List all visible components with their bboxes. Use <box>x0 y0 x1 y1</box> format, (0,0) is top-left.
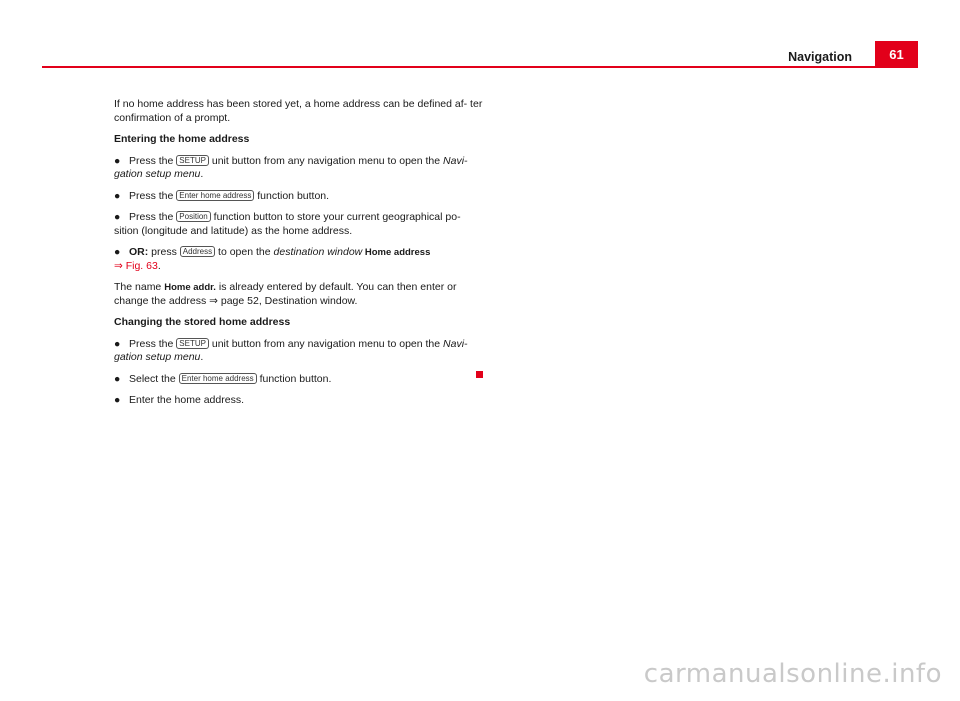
setup-key: SETUP <box>176 155 209 166</box>
entering-step-1: ● Press the SETUP unit button from any navigation menu to open the Navi- gation setup menu. <box>114 154 468 180</box>
page-number: 61 <box>875 41 918 67</box>
window-name: destination window <box>273 246 363 258</box>
step-text: to open the <box>215 246 274 258</box>
step-text: Press the <box>129 337 177 350</box>
changing-step-2 <box>114 373 484 387</box>
step-text: press <box>148 246 180 258</box>
entering-step-2 <box>114 190 484 204</box>
step-text: function button. <box>256 372 332 385</box>
section-end-icon <box>476 371 483 378</box>
bullet-icon: ● <box>114 337 121 350</box>
step-text: unit button from any navigation menu to open the <box>208 154 444 167</box>
bullet-icon: ● <box>114 154 121 167</box>
entering-heading: Entering the home address <box>114 133 250 145</box>
changing-step-1: ● Press the SETUP unit button from any navigation menu to open the Navi- gation setup menu. <box>114 337 468 363</box>
menu-name: Navi- gation setup menu <box>114 154 468 180</box>
step-text: Press the <box>129 189 177 202</box>
entering-step-3 <box>114 211 484 238</box>
bullet-icon: ● <box>114 211 121 223</box>
position-key: Position <box>176 211 210 222</box>
bullet-icon: ● <box>114 246 121 258</box>
home-address-label: Home address <box>362 247 431 258</box>
default-name: Home addr. <box>164 282 216 293</box>
watermark: carmanualsonline.info <box>643 659 942 689</box>
step-text: Enter the home address. <box>129 394 244 406</box>
step-text: Select the <box>129 372 179 385</box>
step-text: function button to store your current geographical po- sition (longitude and latitude) as the home address. <box>114 211 461 237</box>
setup-key: SETUP <box>176 338 209 349</box>
enter-home-address-key: Enter home address <box>179 373 257 384</box>
content-column <box>114 98 484 416</box>
step-text: unit button from any navigation menu to open the <box>208 337 444 350</box>
or-label: OR: <box>129 246 149 258</box>
figure-link[interactable]: ⇒ Fig. 63 <box>114 259 158 272</box>
note-paragraph: The name Home addr. is already entered by default. You can then enter or change the address ⇒ page 52, Destination window. <box>114 281 457 307</box>
step-text: Press the <box>129 211 177 223</box>
enter-home-address-key: Enter home address <box>176 190 254 201</box>
changing-heading: Changing the stored home address <box>114 316 291 328</box>
changing-step-3 <box>114 394 484 408</box>
header-rule <box>42 66 918 68</box>
section-title: Navigation <box>788 50 852 64</box>
bullet-icon: ● <box>114 394 121 406</box>
bullet-icon: ● <box>114 372 121 385</box>
entering-step-4: ● OR: press Address to open the destination window Home address ⇒ Fig. 63. <box>114 246 431 272</box>
menu-name: Navi- gation setup menu <box>114 337 468 363</box>
step-text: Press the <box>129 154 177 167</box>
bullet-icon: ● <box>114 189 121 202</box>
address-key: Address <box>180 246 215 257</box>
step-text: function button. <box>254 189 330 202</box>
intro-paragraph: If no home address has been stored yet, a home address can be defined af- ter confirmation of a prompt. <box>114 98 483 124</box>
